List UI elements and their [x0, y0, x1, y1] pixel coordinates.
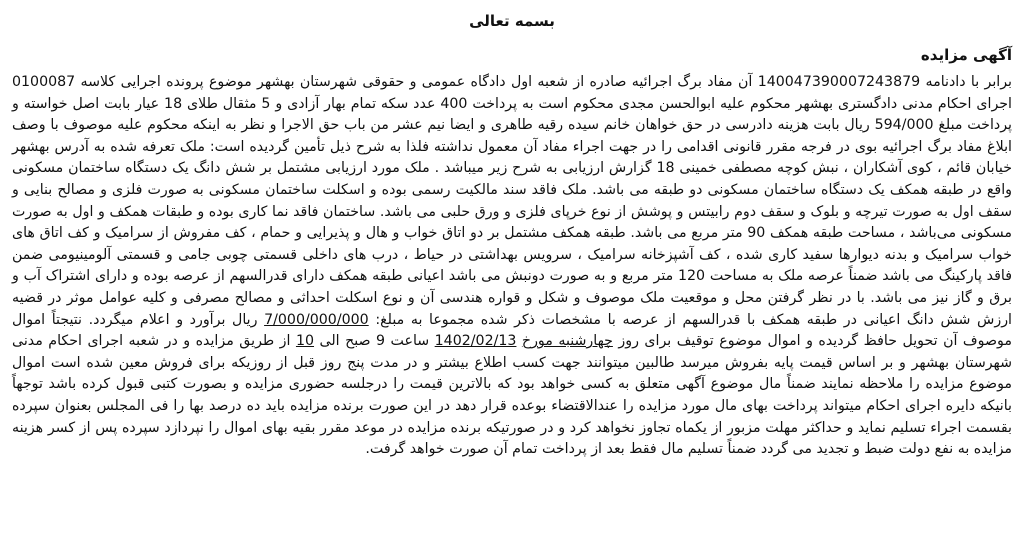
- document-heading: بسمه تعالی: [469, 12, 555, 30]
- body-part-3: ساعت 9 صبح الی: [319, 333, 430, 350]
- auction-end-time: 10: [295, 333, 315, 350]
- body-part-1: برابر با دادنامه 140047390007243879 آن مفاد برگ اجرائیه صادره از شعبه اول دادگاه عمومی و حقوقی شهرستان بهشهر موضوع پرونده اجرایی کلاسه 0100087 اجرای احکام مدنی دادگستری بهشهر محکوم علیه ابوالحسن مجدی محکوم است به پرداخت 400 عدد سکه تمام بهار آزادی و 5 مثقال طلای 18 عیار بابت اصل خواسته و پرداخت مبلغ 594/000 ریال بابت هزینه دادرسی در حق خواهان خانم سیده رقیه طاهری و ایضا نیم عشر من باب حق الاجرا و نظر به اینکه محکوم علیه موصوف با وصف ابلاغ مفاد برگ اجرائیه بوی در فرجه مقرر قانونی اقدامی را در جهت اجراء مفاد آن معمول نداشته فلذا به شرح ذیل تأمین گردیده است: ملک تعرفه شده به آدرس بهشهر خیابان قائم ، کوی آشکاران ، نبش کوچه مصطفی خمینی 18 گزارش ارزیابی به شرح زیر میباشد . ملک مورد ارزیابی مشتمل بر شش دانگ یک دستگاه ساختمان مسکونی واقع در طبقه همکف یک دستگاه ساختمان مسکونی دو طبقه می باشد. ملک فاقد سند مالکیت رسمی بوده و اسکلت ساختمان مسکونی به صورت فلزی و مصالح بنایی و سقف اول به صورت تیرچه و بلوک و سقف دوم رابیتس و پوشش از نوع خرپای فلزی و ورق حلبی می باشد. ساختمان فاقد نما کاری بوده و طبقات همکف و اول به صورت مسکونی می‌باشد ، مساحت طبقه همکف 90 متر مربع می باشد. طبقه همکف مشتمل بر دو اتاق خواب و هال و پذیرایی و حمام ، کف مفروش از سرامیک و کف اتاق های خواب سرامیک و بدنه دیوارها سفید کاری شده ، کف آشپزخانه سرامیک ، سرویس بهداشتی در حیاط ، درب های داخلی قسمتی چوبی جامی و قسمتی آلومینیومی ضمن فاقد پارکینگ می باشد ضمناً عرصه ملک به مساحت 120 متر مربع و به صورت دونبش می باشد اعیانی طبقه همکف دارای قدرالسهم از عرصه بوده و دارای اشتراک آب و برق و گاز نیز می باشد. با در نظر گرفتن محل و موقعیت ملک موصوف و شکل و قواره هندسی آن و نوع اسکلت احداثی و مصالح مصرفی و کلیه عوامل موثر در قضیه ارزش شش دانگ اعیانی در طبقه همکف با قدرالسهم از عرصه با مشخصات ذکر شده مجموعا به مبلغ:: [12, 74, 1012, 328]
- body-part-2: ریال برآورد و اعلام میگردد. نتیجتاً اموال موصوف آن تحویل حافظ گردیده و اموال موضوع توقیف برای روز: [12, 311, 1012, 350]
- body-part-4: از طریق مزایده و در شعبه اجرای احکام مدنی شهرستان بهشهر و بر اساس قیمت پایه بفروش میرسد طالبین میتوانند جهت کسب اطلاع بیشتر و در مدت پنج روز قبل از روزیکه برای فروش معین شده است اموال موضوع مزایده را ملاحظه نمایند ضمناً مال موضوع آگهی متعلق به کسی خواهد بود که بالاترین قیمت را درجلسه حضوری مزایده و بصورت کتبی قبول کرده باشد توجهاً بانیکه دایره اجرای احکام میتواند پرداخت بهای مال مورد مزایده را عندالاقتضاء بوعده قرار دهد در این صورت برنده مزایده باید ده درصد بها را فی المجلس بعنوان سپرده بقسمت اجراء تسلیم نماید و حداکثر مهلت مزبور از یکماه تجاوز نخواهد کرد و در صورتیکه برنده مزایده در موعد مقرر بقیه بهای اموال را نپردازد سپرده پس از کسر هزینه مزایده به نفع دولت ضبط و تجدید می گردد ضمناً تسلیم مال فقط بعد از پرداخت تمام آن صورت خواهد گرفت.: [12, 333, 1012, 458]
- auction-date: 1402/02/13: [434, 333, 517, 350]
- notice-page: [12, 6, 1012, 546]
- appraised-amount: 7/000/000/000: [264, 311, 369, 328]
- document-body: [12, 72, 1012, 461]
- document-title: آگهی مزایده: [920, 46, 1012, 64]
- auction-day: چهارشنبه مورخ: [521, 333, 613, 350]
